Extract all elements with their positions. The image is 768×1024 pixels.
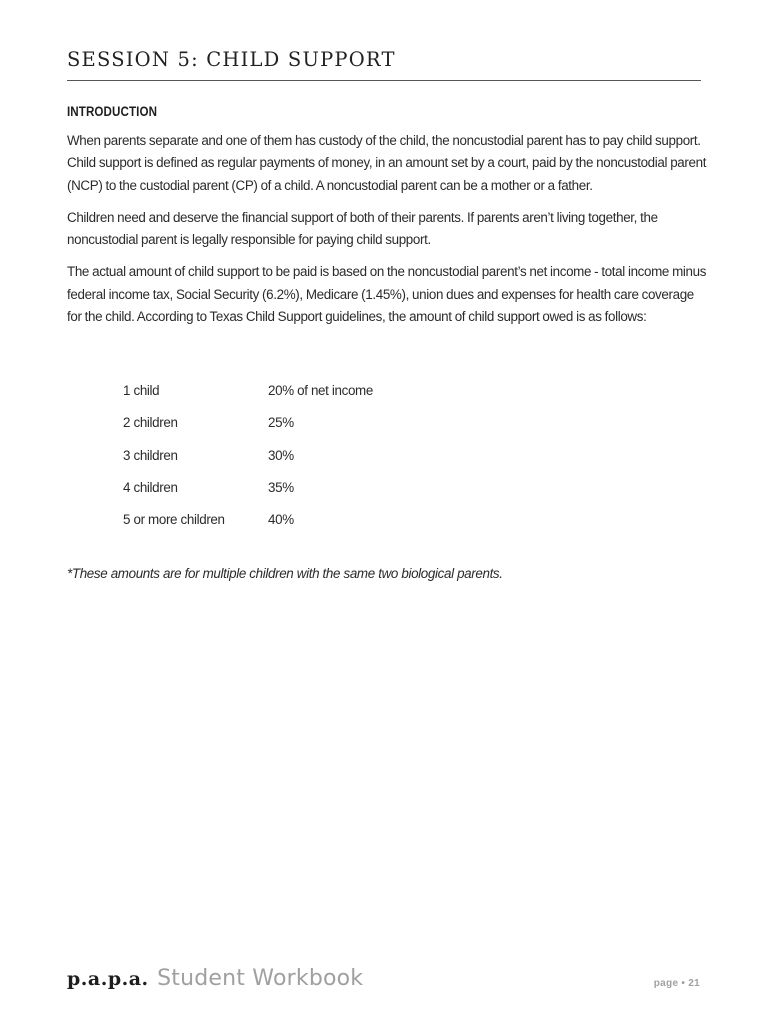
footnote: *These amounts are for multiple children with the same two biological parents. <box>67 565 503 581</box>
brand-subtitle: Student Workbook <box>157 966 364 991</box>
title-divider <box>67 80 701 81</box>
table-row <box>123 471 373 503</box>
table-row <box>123 504 373 536</box>
children-count-cell: 1 child <box>123 383 160 399</box>
children-count-cell: 4 children <box>123 479 178 495</box>
rate-cell: 30% <box>268 447 294 463</box>
rate-cell: 20% of net income <box>268 383 373 399</box>
children-count-cell: 5 or more children <box>123 512 225 528</box>
rate-cell: 35% <box>268 479 294 495</box>
section-heading: INTRODUCTION <box>67 104 158 119</box>
table-row <box>123 407 373 439</box>
table-row <box>123 374 373 406</box>
intro-paragraph-3: The actual amount of child support to be paid is based on the noncustodial parent’s net income - total income minus federal income tax, Social Security (6.2%), Medicare (1.45%), union dues and expenses for health care coverage for the child. According to Texas Child Support guidelines, the amount of child support owed is as follows: <box>67 264 707 325</box>
intro-paragraph-1: When parents separate and one of them has custody of the child, the noncustodial parent has to pay child support. Child support is defined as regular payments of money, in an amount set by a court, paid by the noncustodial parent (NCP) to the custodial parent (CP) of a child. A noncustodial parent can be a mother or a father. <box>67 133 707 193</box>
brand-name: p.a.p.a. <box>67 968 149 990</box>
rate-cell: 40% <box>268 512 294 528</box>
rate-cell: 25% <box>268 415 294 431</box>
child-support-rate-table <box>123 374 373 535</box>
intro-paragraph-2: Children need and deserve the financial support of both of their parents. If parents aren’t living together, the noncustodial parent is legally responsible for paying child support. <box>67 209 658 248</box>
table-row <box>123 439 373 471</box>
page-title: SESSION 5: CHILD SUPPORT <box>67 48 396 71</box>
children-count-cell: 2 children <box>123 415 178 431</box>
footer-brand <box>67 966 363 991</box>
page-number: page • 21 <box>653 978 700 989</box>
page-content <box>67 104 707 594</box>
children-count-cell: 3 children <box>123 447 178 463</box>
